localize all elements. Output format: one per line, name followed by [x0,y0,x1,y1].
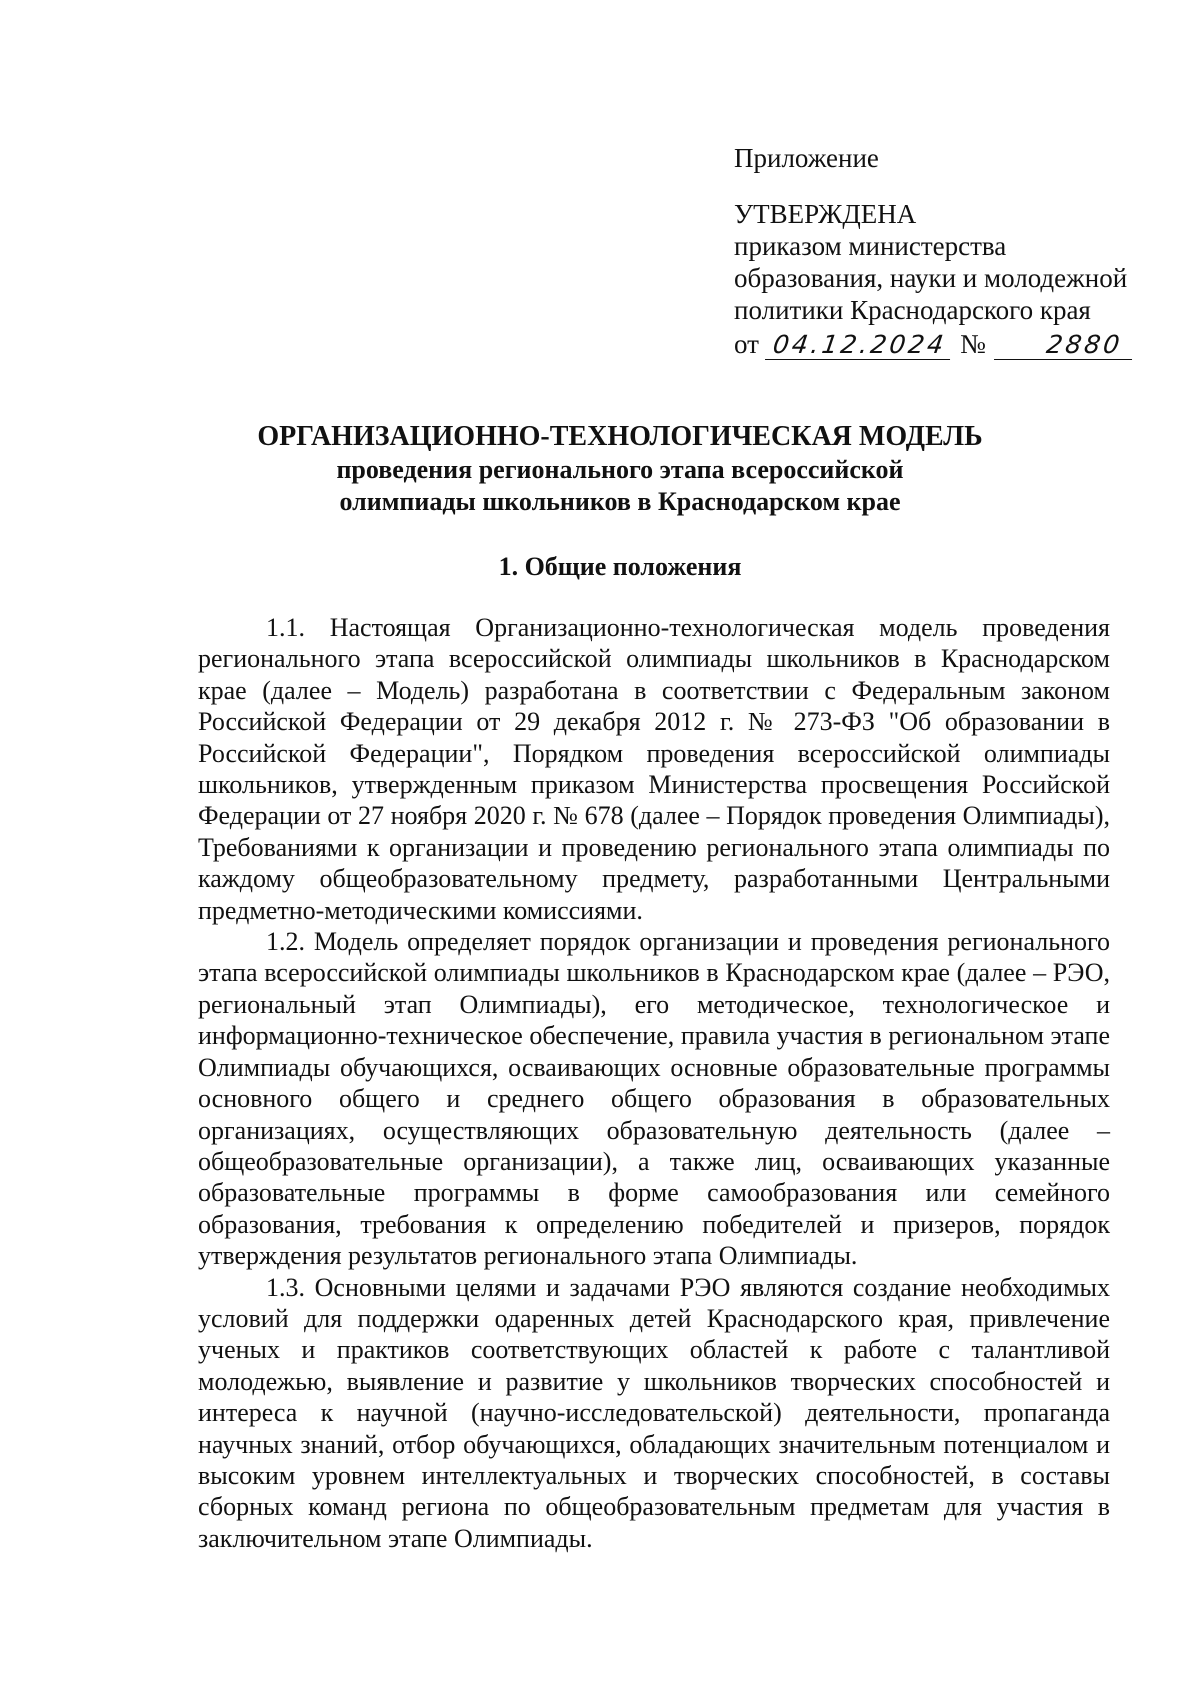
paragraph-1-1: 1.1. Настоящая Организационно-технологическая модель проведения регионального этапа всероссийской олимпиады школьников в Краснодарском крае (далее – Модель) разработана в соответствии с Федеральным законом Российской Федерации от 29 декабря 2012 г. № 273-ФЗ "Об образовании в Российской Федерации", Порядком проведения всероссийской олимпиады школьников, утвержденным приказом Министерства просвещения Российской Федерации от 27 ноября 2020 г. № 678 (далее – Порядок проведения Олимпиады), Требованиями к организации и проведению регионального этапа олимпиады по каждому общеобразовательному предмету, разработанными Центральными предметно-методическими комиссиями. [198,613,1110,925]
handwritten-order-number: 2880 [994,331,1136,360]
approval-block [734,142,1134,360]
paragraph-1-2: 1.2. Модель определяет порядок организации и проведения регионального этапа всероссийской олимпиады школьников в Краснодарском крае (далее – РЭО, региональный этап Олимпиады), его методическое, технологическое и информационно-техническое обеспечение, правила участия в региональном этапе Олимпиады обучающихся, осваивающих основные образовательные программы основного общего и среднего общего образования в образовательных организациях, осуществляющих образовательную деятельность (далее – общеобразовательные организации), а также лиц, осваивающих указанные образовательные программы в форме самообразования или семейного образования, требования к определению победителей и призеров, порядок утверждения результатов регионального этапа Олимпиады. [198,927,1110,1271]
approval-line-2: образования, науки и молодежной [734,263,1128,293]
title-sub-line-2: олимпиады школьников в Краснодарском крае [339,487,901,516]
document-title [180,420,1060,518]
number-sign: № [960,329,986,359]
handwritten-order-date: 04.12.2024 [765,331,954,360]
order-date-number-row [734,328,1134,360]
approval-line-3: политики Краснодарского края [734,295,1091,325]
paragraph-1-3: 1.3. Основными целями и задачами РЭО являются создание необходимых условий для поддержки одаренных детей Краснодарского края, привлечение ученых и практиков соответствующих областей к работе с талантливой молодежью, выявление и развитие у школьников творческих способностей и интереса к научной (научно-исследовательской) деятельности, пропаганда научных знаний, отбор обучающихся, обладающих значительным потенциалом и высоким уровнем интеллектуальных и творческих способностей, в составы сборных команд региона по общеобразовательным предметам для участия в заключительном этапе Олимпиады. [198,1272,1110,1553]
title-sub-line-1: проведения регионального этапа всероссийской [336,455,904,484]
section-body [198,612,1110,1554]
section-heading: 1. Общие положения [498,552,742,581]
title-main: ОРГАНИЗАЦИОННО-ТЕХНОЛОГИЧЕСКАЯ МОДЕЛЬ [257,421,983,452]
date-prefix: от [734,329,759,359]
approval-line-1: приказом министерства [734,231,1007,261]
appendix-label: Приложение [734,143,879,173]
approved-label: УТВЕРЖДЕНА [734,199,917,229]
